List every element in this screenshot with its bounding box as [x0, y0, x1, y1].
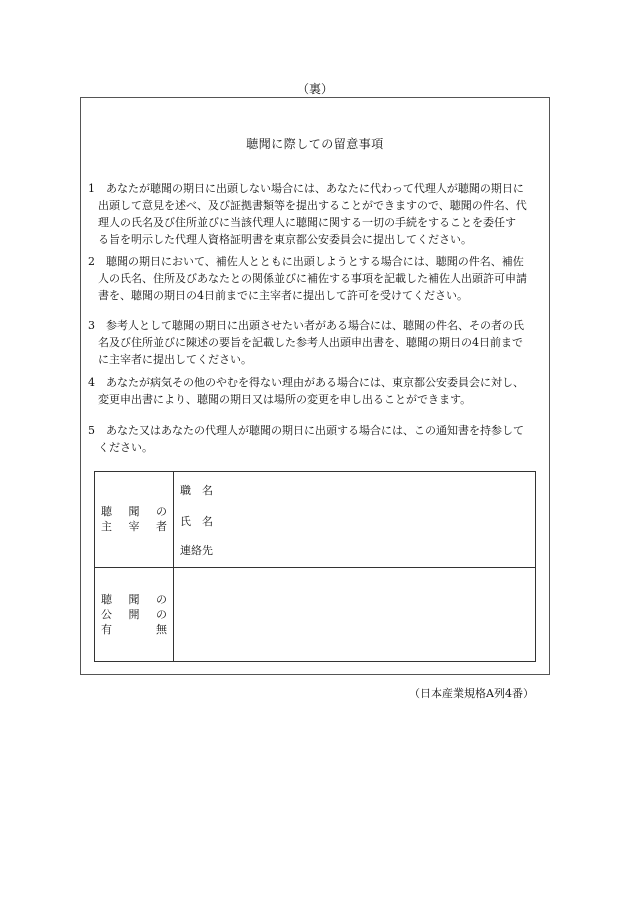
- page-header: （裏）: [296, 82, 333, 96]
- notice-item-5: [88, 422, 548, 456]
- field-title: 職 名: [180, 484, 213, 497]
- presiding-officer-label: 聴 聞 の 主 宰 者: [101, 505, 167, 533]
- item-number: 5: [88, 424, 95, 437]
- page-title: 聴聞に際しての留意事項: [246, 137, 384, 151]
- field-contact: 連絡先: [180, 544, 213, 557]
- item-number: 2: [88, 255, 95, 268]
- hearing-info-table: [94, 471, 536, 662]
- item-line: 聴聞の期日において、補佐人とともに出頭しようとする場合には、聴聞の件名、補佐: [106, 255, 524, 268]
- page-footer: （日本産業規格A列4番）: [409, 687, 534, 700]
- item-line: る旨を明示した代理人資格証明書を東京都公安委員会に提出してください。: [98, 233, 472, 246]
- notice-item-3: [88, 317, 548, 368]
- field-name: 氏 名: [180, 515, 213, 528]
- notice-item-2: [88, 253, 548, 304]
- item-line: あなたが聴聞の期日に出頭しない場合には、あなたに代わって代理人が聴聞の期日に: [106, 182, 524, 195]
- item-line: 人の氏名、住所及びあなたとの関係並びに補佐する事項を記載した補佐人出頭許可申請: [98, 272, 527, 285]
- item-line: 出頭して意見を述べ、及び証拠書類等を提出することができますので、聴聞の件名、代: [98, 199, 527, 212]
- table-divider-horizontal: [95, 567, 535, 568]
- item-line: 名及び住所並びに陳述の要旨を記載した参考人出頭申出書を、聴聞の期日の4日前まで: [98, 336, 523, 349]
- item-number: 4: [88, 376, 95, 389]
- item-line: 参考人として聴聞の期日に出頭させたい者がある場合には、聴聞の件名、その者の氏: [106, 319, 524, 332]
- item-line: 変更申出書により、聴聞の期日又は場所の変更を申し出ることができます。: [98, 393, 472, 406]
- item-number: 1: [88, 182, 95, 195]
- notice-item-4: [88, 374, 548, 408]
- item-number: 3: [88, 319, 95, 332]
- item-line: 理人の氏名及び住所並びに当該代理人に聴聞に関する一切の手続をすることを委任す: [98, 216, 516, 229]
- item-line: 書を、聴聞の期日の4日前までに主宰者に提出して許可を受けてください。: [98, 289, 468, 302]
- notice-item-1: [88, 180, 548, 248]
- item-line: あなた又はあなたの代理人が聴聞の期日に出頭する場合には、この通知書を持参して: [106, 424, 524, 437]
- hearing-public-label: 聴 聞 の 公 開 の 有 無: [101, 593, 167, 636]
- item-line: あなたが病気その他のやむを得ない理由がある場合には、東京都公安委員会に対し、: [106, 376, 524, 389]
- item-line: に主宰者に提出してください。: [98, 353, 252, 366]
- item-line: ください。: [98, 441, 153, 454]
